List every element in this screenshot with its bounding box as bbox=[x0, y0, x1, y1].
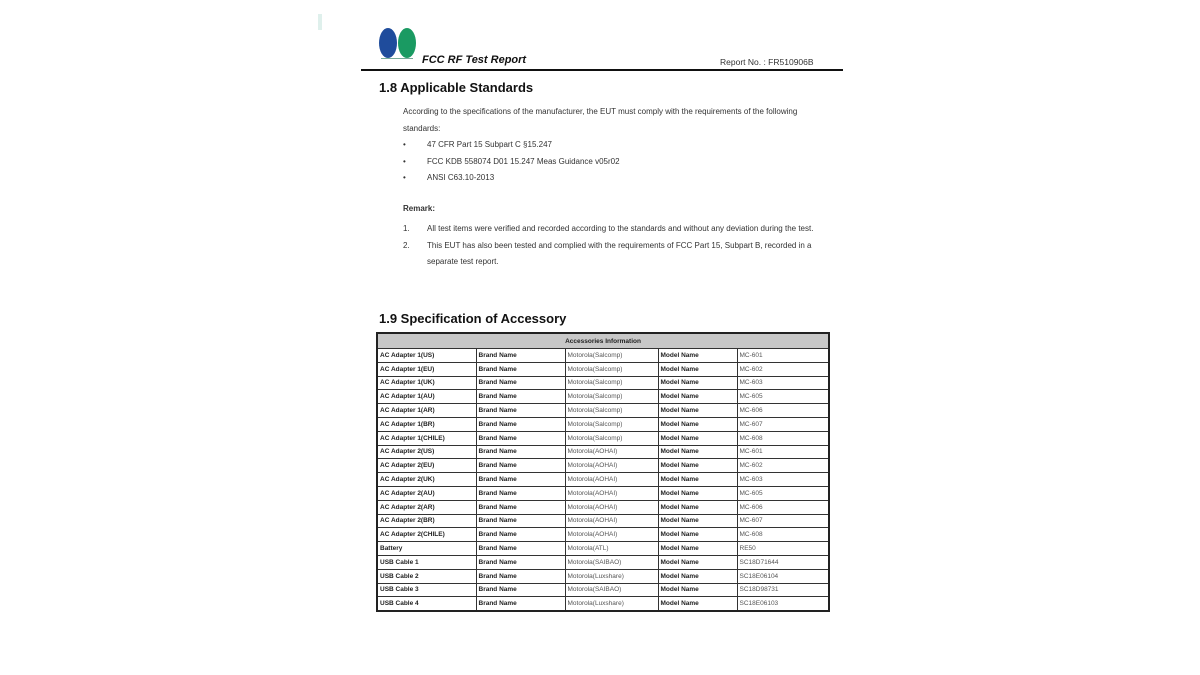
model-value-cell: RE50 bbox=[737, 542, 829, 556]
model-label-cell: Model Name bbox=[658, 569, 737, 583]
accessory-name-cell: AC Adapter 1(UK) bbox=[377, 376, 476, 390]
table-row bbox=[377, 555, 829, 569]
brand-label-cell: Brand Name bbox=[476, 431, 565, 445]
table-row bbox=[377, 542, 829, 556]
model-value-cell: MC-605 bbox=[737, 390, 829, 404]
brand-value-cell: Motorola(Salcomp) bbox=[565, 417, 658, 431]
brand-label-cell: Brand Name bbox=[476, 569, 565, 583]
model-value-cell: MC-608 bbox=[737, 528, 829, 542]
table-row bbox=[377, 459, 829, 473]
brand-value-cell: Motorola(AOHAI) bbox=[565, 514, 658, 528]
brand-label-cell: Brand Name bbox=[476, 597, 565, 611]
brand-label-cell: Brand Name bbox=[476, 404, 565, 418]
table-row bbox=[377, 376, 829, 390]
table-row bbox=[377, 486, 829, 500]
model-label-cell: Model Name bbox=[658, 597, 737, 611]
remark-label: Remark: bbox=[403, 204, 436, 213]
table-row bbox=[377, 445, 829, 459]
brand-label-cell: Brand Name bbox=[476, 514, 565, 528]
model-value-cell: MC-601 bbox=[737, 349, 829, 363]
table-row bbox=[377, 514, 829, 528]
model-label-cell: Model Name bbox=[658, 459, 737, 473]
standards-intro: According to the specifications of the manufacturer, the EUT must comply with the requirements of the following standards: bbox=[403, 107, 798, 133]
accessory-name-cell: USB Cable 4 bbox=[377, 597, 476, 611]
model-label-cell: Model Name bbox=[658, 376, 737, 390]
table-row bbox=[377, 500, 829, 514]
logo-green-oval bbox=[398, 28, 416, 58]
table-row bbox=[377, 528, 829, 542]
brand-label-cell: Brand Name bbox=[476, 528, 565, 542]
brand-value-cell: Motorola(AOHAI) bbox=[565, 473, 658, 487]
brand-value-cell: Motorola(Salcomp) bbox=[565, 376, 658, 390]
accessory-name-cell: AC Adapter 1(US) bbox=[377, 349, 476, 363]
accessory-name-cell: AC Adapter 2(AU) bbox=[377, 486, 476, 500]
remark-item: 2. This EUT has also been tested and complied with the requirements of FCC Part 15, Subpart B, recorded in a separate test report. bbox=[403, 240, 812, 266]
accessory-name-cell: AC Adapter 2(AR) bbox=[377, 500, 476, 514]
table-row bbox=[377, 417, 829, 431]
accessory-name-cell: AC Adapter 1(BR) bbox=[377, 417, 476, 431]
model-label-cell: Model Name bbox=[658, 431, 737, 445]
model-label-cell: Model Name bbox=[658, 542, 737, 556]
table-row bbox=[377, 597, 829, 611]
model-value-cell: MC-605 bbox=[737, 486, 829, 500]
brand-value-cell: Motorola(ATL) bbox=[565, 542, 658, 556]
accessory-name-cell: USB Cable 2 bbox=[377, 569, 476, 583]
model-value-cell: SC18D98731 bbox=[737, 583, 829, 597]
model-label-cell: Model Name bbox=[658, 417, 737, 431]
table-row bbox=[377, 431, 829, 445]
logo-blue-oval bbox=[379, 28, 397, 58]
model-label-cell: Model Name bbox=[658, 404, 737, 418]
accessory-name-cell: USB Cable 3 bbox=[377, 583, 476, 597]
brand-label-cell: Brand Name bbox=[476, 349, 565, 363]
accessory-name-cell: AC Adapter 1(AR) bbox=[377, 404, 476, 418]
table-caption: Accessories Information bbox=[377, 333, 829, 349]
model-value-cell: MC-606 bbox=[737, 500, 829, 514]
table-row bbox=[377, 569, 829, 583]
brand-value-cell: Motorola(Salcomp) bbox=[565, 431, 658, 445]
brand-value-cell: Motorola(Salcomp) bbox=[565, 349, 658, 363]
accessory-name-cell: AC Adapter 1(EU) bbox=[377, 362, 476, 376]
model-value-cell: MC-602 bbox=[737, 362, 829, 376]
model-value-cell: SC18D71644 bbox=[737, 555, 829, 569]
model-label-cell: Model Name bbox=[658, 362, 737, 376]
table-row bbox=[377, 349, 829, 363]
standards-list-item: • FCC KDB 558074 D01 15.247 Meas Guidance v05r02 bbox=[403, 154, 620, 171]
brand-value-cell: Motorola(Salcomp) bbox=[565, 404, 658, 418]
accessory-name-cell: AC Adapter 1(AU) bbox=[377, 390, 476, 404]
model-value-cell: MC-606 bbox=[737, 404, 829, 418]
brand-label-cell: Brand Name bbox=[476, 583, 565, 597]
model-label-cell: Model Name bbox=[658, 390, 737, 404]
model-label-cell: Model Name bbox=[658, 555, 737, 569]
model-label-cell: Model Name bbox=[658, 486, 737, 500]
brand-label-cell: Brand Name bbox=[476, 390, 565, 404]
model-value-cell: MC-603 bbox=[737, 376, 829, 390]
left-edge-mark bbox=[318, 14, 322, 30]
accessory-name-cell: AC Adapter 1(CHILE) bbox=[377, 431, 476, 445]
accessory-name-cell: Battery bbox=[377, 542, 476, 556]
brand-value-cell: Motorola(AOHAI) bbox=[565, 500, 658, 514]
standards-list-item: • ANSI C63.10-2013 bbox=[403, 170, 620, 187]
accessory-name-cell: USB Cable 1 bbox=[377, 555, 476, 569]
brand-label-cell: Brand Name bbox=[476, 473, 565, 487]
model-label-cell: Model Name bbox=[658, 445, 737, 459]
accessories-table bbox=[376, 332, 830, 612]
model-label-cell: Model Name bbox=[658, 500, 737, 514]
brand-label-cell: Brand Name bbox=[476, 376, 565, 390]
model-value-cell: MC-607 bbox=[737, 417, 829, 431]
company-logo-icon bbox=[379, 28, 417, 60]
model-value-cell: MC-602 bbox=[737, 459, 829, 473]
report-number: Report No. : FR510906B bbox=[720, 57, 814, 67]
model-label-cell: Model Name bbox=[658, 528, 737, 542]
brand-value-cell: Motorola(AOHAI) bbox=[565, 486, 658, 500]
table-caption-row bbox=[377, 333, 829, 349]
brand-label-cell: Brand Name bbox=[476, 486, 565, 500]
brand-label-cell: Brand Name bbox=[476, 555, 565, 569]
standards-list bbox=[403, 137, 620, 187]
header-divider bbox=[361, 69, 843, 71]
model-value-cell: MC-603 bbox=[737, 473, 829, 487]
brand-value-cell: Motorola(Luxshare) bbox=[565, 569, 658, 583]
brand-value-cell: Motorola(SAIBAO) bbox=[565, 583, 658, 597]
brand-value-cell: Motorola(Salcomp) bbox=[565, 390, 658, 404]
accessory-name-cell: AC Adapter 2(UK) bbox=[377, 473, 476, 487]
table-row bbox=[377, 473, 829, 487]
brand-value-cell: Motorola(AOHAI) bbox=[565, 459, 658, 473]
brand-value-cell: Motorola(SAIBAO) bbox=[565, 555, 658, 569]
brand-label-cell: Brand Name bbox=[476, 459, 565, 473]
bullet-icon: • bbox=[403, 140, 406, 149]
brand-value-cell: Motorola(AOHAI) bbox=[565, 445, 658, 459]
model-label-cell: Model Name bbox=[658, 349, 737, 363]
table-row bbox=[377, 583, 829, 597]
table-row bbox=[377, 404, 829, 418]
brand-label-cell: Brand Name bbox=[476, 417, 565, 431]
remark-item: 1. All test items were verified and recorded according to the standards and without any deviation during the test. bbox=[403, 224, 814, 233]
accessory-name-cell: AC Adapter 2(US) bbox=[377, 445, 476, 459]
model-label-cell: Model Name bbox=[658, 514, 737, 528]
brand-value-cell: Motorola(Salcomp) bbox=[565, 362, 658, 376]
section-heading-accessory: 1.9 Specification of Accessory bbox=[379, 311, 567, 326]
model-value-cell: MC-607 bbox=[737, 514, 829, 528]
brand-label-cell: Brand Name bbox=[476, 445, 565, 459]
model-value-cell: MC-608 bbox=[737, 431, 829, 445]
model-label-cell: Model Name bbox=[658, 583, 737, 597]
logo-underline bbox=[381, 58, 413, 59]
model-value-cell: MC-601 bbox=[737, 445, 829, 459]
accessory-name-cell: AC Adapter 2(BR) bbox=[377, 514, 476, 528]
accessory-name-cell: AC Adapter 2(CHILE) bbox=[377, 528, 476, 542]
brand-value-cell: Motorola(Luxshare) bbox=[565, 597, 658, 611]
model-value-cell: SC18E06103 bbox=[737, 597, 829, 611]
brand-value-cell: Motorola(AOHAI) bbox=[565, 528, 658, 542]
remarks-list bbox=[403, 221, 828, 271]
brand-label-cell: Brand Name bbox=[476, 500, 565, 514]
table-row bbox=[377, 390, 829, 404]
model-label-cell: Model Name bbox=[658, 473, 737, 487]
accessories-table-body bbox=[377, 349, 829, 612]
report-title: FCC RF Test Report bbox=[422, 54, 527, 66]
model-value-cell: SC18E06104 bbox=[737, 569, 829, 583]
brand-label-cell: Brand Name bbox=[476, 362, 565, 376]
brand-label-cell: Brand Name bbox=[476, 542, 565, 556]
bullet-icon: • bbox=[403, 173, 406, 182]
accessory-name-cell: AC Adapter 2(EU) bbox=[377, 459, 476, 473]
section-heading-applicable-standards: 1.8 Applicable Standards bbox=[379, 80, 534, 95]
bullet-icon: • bbox=[403, 156, 406, 166]
standards-list-item: • 47 CFR Part 15 Subpart C §15.247 bbox=[403, 137, 620, 154]
table-row bbox=[377, 362, 829, 376]
